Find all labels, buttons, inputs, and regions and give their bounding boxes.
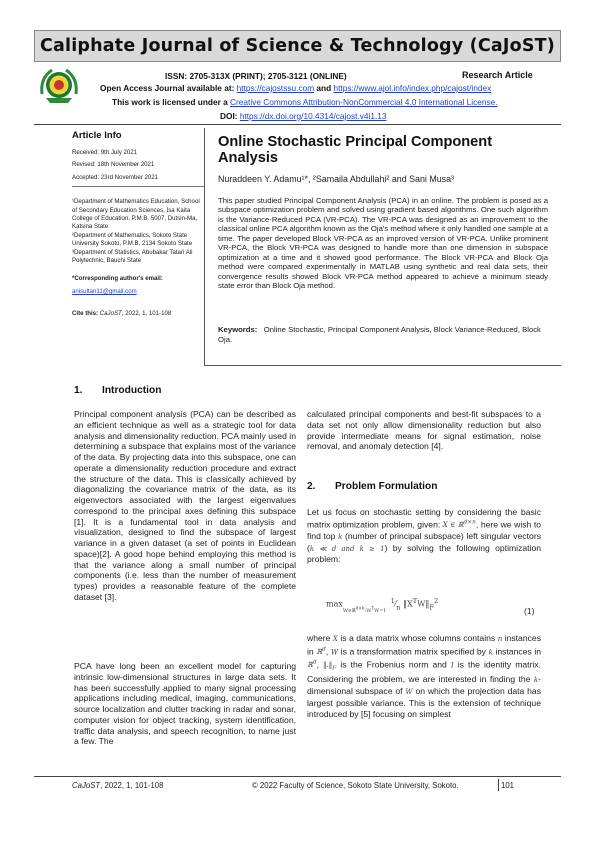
accepted-date: Accepted: 23rd November 2021 <box>72 173 159 181</box>
affiliation-3: ³Department of Statistics, Abubakar Tatari Ali Polytechnic, Bauchi State <box>72 248 193 265</box>
problem-paragraph-2: where X is a data matrix whose columns contains n instances in ℝ$^d$, W is a transformation matrix specified by k instances in ℝ$^d$, $‖.‖_F$ is the Frobenius norm and I is the identity matrix. Considering the problem, we are interested in finding the k-dimensional subspace of W on which the projection data has largest possible variance. This is the extension of technique introduced by [5] focusing on simplest <box>307 633 542 719</box>
issn-label: ISSN <box>165 71 185 81</box>
info-column-divider <box>204 128 205 366</box>
footer-separator <box>498 779 499 791</box>
doi-line: DOI: https://dx.doi.org/10.4314/cajost.v4i1.13 <box>220 111 387 121</box>
math-expression: X ∈ ℝ$^{d\times n}$ <box>442 519 476 530</box>
section-introduction-heading: 1. Introduction <box>74 385 162 396</box>
intro-paragraph-3: calculated principal components and best-fit subspaces to a data set not only allow dimensionality reduction but also provide intermediate means for signal estimation, noise removal, and anomaly detection [4]. <box>307 409 541 452</box>
doi-link[interactable]: https://dx.doi.org/10.4314/cajost.v4i1.13 <box>239 111 387 121</box>
article-type: Research Article <box>462 70 533 80</box>
keywords-label: Keywords: <box>218 325 258 334</box>
issn-value: : 2705-313X (PRINT); 2705-3121 (ONLINE) <box>184 71 347 81</box>
math-expression: k ≪ d and k ≥ 1 <box>309 544 385 553</box>
received-date: Received: 9th July 2021 <box>72 149 138 156</box>
intro-paragraph-2: PCA have long been an excellent model for capturing intrinsic low-dimensional structures in large data sets. It has been successfully applied to many signal processing applications including medical, imaging, communications, source localization and clutter tracking in radar and sonar, computer vision for object tracking, system identification, traffic data analysis, and speech recognition, to name just a few. The <box>74 661 296 747</box>
equation-1: $\max_{W\in ℝ^{d\times k}:W^TW=I}$ $^1⁄_n$ $‖X^TW‖_F^2$ <box>326 597 439 614</box>
issn-line <box>165 71 347 81</box>
footer-divider <box>34 776 561 777</box>
corresponding-label: *Corresponding author's email: <box>72 275 163 283</box>
open-access-line: Open Access Journal available at: https://cajostssu.com and https://www.ajol.info/index.php/cajost/index <box>100 83 492 93</box>
article-title: Online Stochastic Principal Component Analysis <box>218 134 493 166</box>
keywords <box>218 325 548 344</box>
intro-paragraph-1: Principal component analysis (PCA) can be described as an efficient technique as well as a strategic tool for data analysis and dimensionality reduction. PCA mainly used in determining a subspace that explains most of the variance of the data. By projecting data into this subspace, one can operate a dimensionality reduction procedure and extract the structure of the data. This is classically achieved by diagonalizing the covariance matrix of the data, as its eigenvectors associated with the largest eigenvalues correspond to the principal axes defining this subspace [1]. It is a fundamental tool in data analysis and visualization, designed to find the subspace of largest variance in a given dataset (a set of points in Euclidean space)[2]. A good hope behind employing this method is that the variance along a small number of principal components (i.e. less than the number of measurement types) provides a reasonable feature of the complete dataset [3]. <box>74 409 296 602</box>
affiliation-2: ²Department of Mathematics, Sokoto State University Sokoto, P.M.B, 2134 Sokoto State <box>72 231 193 248</box>
corresponding-email-link[interactable]: anisultan11@gmail.com <box>72 287 137 295</box>
header-divider <box>34 124 561 125</box>
article-authors: Nuraddeen Y. Adamu¹*, ²Samaila Abdullahi² and Sani Musa³ <box>218 174 454 184</box>
footer-citation: CaJoST, 2022, 1, 101-108 <box>72 781 164 790</box>
keywords-list: Online Stochastic, Principal Component Analysis, Block Variance-Reduced, Block Oja. <box>218 325 541 344</box>
journal-title: Caliphate Journal of Science & Technology (CaJoST) <box>39 36 556 56</box>
page-number: 101 <box>501 781 515 790</box>
cite-this: Cite this: CaJoST, 2022, 1, 101-108 <box>72 310 172 318</box>
license-line: This work is licensed under a Creative Commons Attribution-NonCommercial 4.0 International License. <box>112 97 498 107</box>
problem-paragraph-1: Let us focus on stochastic setting by considering the basic matrix optimization problem, given: X ∈ ℝ$^{d\times n}$, here we wish to find top k (number of principal subspace) left singular vectors (k ≪ d and k ≥ 1) by solving the following optimization problem: <box>307 507 542 565</box>
article-info <box>72 130 204 319</box>
article-abstract: This paper studied Principal Component Analysis (PCA) in an online. The problem is posed as a subspace optimization problem and solved using gradient based algorithms. One such algorithm is the Variance-Reduced PCA (VR-PCA). The VR-PCA was designed as an improvement to the classical online PCA algorithm known as the Oja's method where it only handled one sample at a time. The paper developed Block VR-PCA as an improved version of VR-PCA. Unlike prominent VR-PCA, the Block VR-PCA was designed to handle more than one dimension in subspace optimization at a time and it showed good performance. The Block VR-PCA and Block Oja method were compared experimentally in MATLAB using synthetic and real data sets, their convergence results showed Block VR-PCA method appeared to achieve a minimum steady state error than Block Oja method. <box>218 196 548 291</box>
license-link[interactable]: Creative Commons Attribution-NonCommercial 4.0 International License. <box>230 97 498 107</box>
open-access-link-2[interactable]: https://www.ajol.info/index.php/cajost/index <box>333 83 492 93</box>
article-info-heading: Article Info <box>72 130 122 141</box>
open-access-link-1[interactable]: https://cajostssu.com <box>236 83 315 93</box>
info-heading-rule <box>72 186 204 187</box>
revised-date: Revised: 18th November 2021 <box>72 161 155 169</box>
journal-logo-icon <box>38 64 80 106</box>
affiliation-1: ¹Department of Mathematics Education, School of Secondary Education Sciences, Isa Kaita College of Education, P.M.B. 5007, Dutsin-Ma, Katsina State <box>72 198 200 231</box>
keywords-divider <box>205 365 561 366</box>
section-problem-heading: 2. Problem Formulation <box>307 481 438 492</box>
footer-copyright: © 2022 Faculty of Science, Sokoto State University, Sokoto. <box>252 781 459 790</box>
math-expression: k <box>338 532 343 541</box>
journal-banner <box>34 30 561 62</box>
equation-number: (1) <box>524 606 535 616</box>
